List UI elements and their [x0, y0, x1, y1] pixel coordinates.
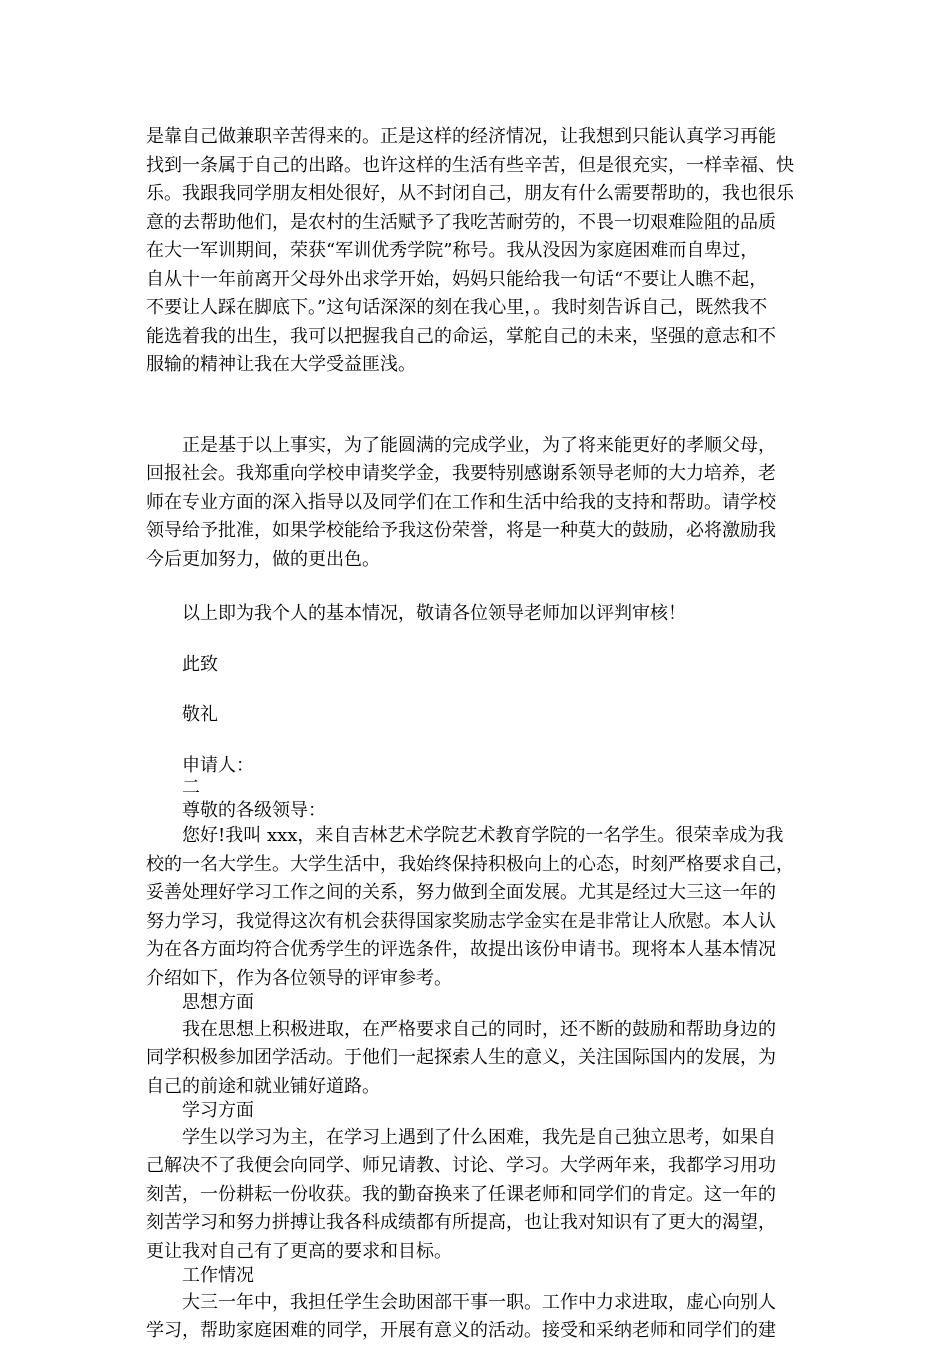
text-line: 敬礼: [182, 704, 218, 725]
text-line: 自从十一年前离开父母外出求学开始，妈妈只能给我一句话“不要让人瞧不起，: [146, 268, 768, 290]
text-line: 我在思想上积极进取，在严格要求自己的同时，还不断的鼓励和帮助身边的: [182, 1018, 776, 1040]
text-line: 此致: [182, 653, 218, 675]
text-line: 在大一军训期间，荣获“军训优秀学院”称号。我从没因为家庭困难而自卑过，: [146, 240, 759, 261]
text-line: 找到一条属于自己的出路。也许这样的生活有些辛苦，但是很充实，一样幸福、快: [146, 154, 794, 176]
text-line: 正是基于以上事实，为了能圆满的完成学业，为了将来能更好的孝顺父母，: [182, 434, 776, 456]
text-line: 工作情况: [182, 1265, 254, 1286]
text-line: 学生以学习为主，在学习上遇到了什么困难，我先是自己独立思考，如果自: [182, 1126, 776, 1148]
text-line: 您好!我叫 xxx，来自吉林艺术学院艺术教育学院的一名学生。很荣幸成为我: [182, 825, 784, 846]
paragraph-work: [146, 1289, 804, 1346]
text-line: 尊敬的各级领导：: [182, 799, 326, 821]
text-line: 思想方面: [182, 992, 254, 1013]
paragraph-review-request: [146, 600, 804, 629]
text-line: 努力学习，我觉得这次有机会获得国家奖励志学金实在是非常让人欣慰。本人认: [146, 910, 776, 932]
text-line: 己解决不了我便会向同学、师兄请教、讨论、学习。大学两年来，我都学习用功: [146, 1155, 776, 1176]
heading-study: [146, 1097, 804, 1126]
text-line: 学习方面: [182, 1100, 254, 1121]
paragraph-financial-situation: [146, 123, 804, 380]
heading-work: [146, 1262, 804, 1291]
text-line: 不要让人踩在脚底下。”这句话深深的刻在我心里，。我时刻告诉自己，既然我不: [146, 297, 768, 318]
greeting: [146, 797, 804, 826]
text-line: 为在各方面均符合优秀学生的评选条件，故提出该份申请书。现将本人基本情况: [146, 939, 776, 960]
text-line: 刻苦，一份耕耘一份收获。我的勤奋换来了任课老师和同学们的肯定。这一年的: [146, 1183, 776, 1205]
paragraph-ideology: [146, 1016, 804, 1102]
text-line: 意的去帮助他们，是农村的生活赋予了我吃苦耐劳的，不畏一切艰难险阻的品质: [146, 211, 776, 233]
text-line: 同学积极参加团学活动。于他们一起探索人生的意义，关注国际国内的发展，为: [146, 1047, 776, 1068]
paragraph-application-reason: [146, 432, 804, 575]
text-line: 妥善处理好学习工作之间的关系，努力做到全面发展。尤其是经过大三这一年的: [146, 882, 776, 903]
text-line: 更让我对自己有了更高的要求和目标。: [146, 1240, 452, 1262]
text-line: 二: [182, 777, 200, 798]
text-line: 自己的前途和就业铺好道路。: [146, 1075, 380, 1097]
text-line: 申请人：: [182, 754, 254, 776]
text-line: 乐。我跟我同学朋友相处很好，从不封闭自己，朋友有什么需要帮助的，我也很乐: [146, 183, 794, 204]
paragraph-study: [146, 1124, 804, 1267]
closing-salutation: [146, 651, 804, 680]
text-line: 是靠自己做兼职辛苦得来的。正是这样的经济情况，让我想到只能认真学习再能: [146, 126, 776, 147]
text-line: 学习，帮助家庭困难的同学，开展有意义的活动。接受和采纳老师和同学们的建: [146, 1320, 776, 1341]
closing-regards: [146, 701, 804, 730]
text-line: 今后更加努力，做的更出色。: [146, 548, 380, 570]
text-line: 校的一名大学生。大学生活中，我始终保持积极向上的心态，时刻严格要求自己，: [146, 853, 794, 875]
text-line: 介绍如下，作为各位领导的评审参考。: [146, 967, 452, 989]
heading-ideology: [146, 989, 804, 1018]
document-body: [146, 123, 804, 1346]
text-line: 回报社会。我郑重向学校申请奖学金，我要特别感谢系领导老师的大力培养，老: [146, 463, 776, 484]
paragraph-introduction: [146, 822, 804, 993]
text-line: 以上即为我个人的基本情况，敬请各位领导老师加以评判审核！: [182, 603, 686, 624]
text-line: 师在专业方面的深入指导以及同学们在工作和生活中给我的支持和帮助。请学校: [146, 491, 776, 513]
text-line: 刻苦学习和努力拼搏让我各科成绩都有所提高，也让我对知识有了更大的渴望，: [146, 1212, 776, 1233]
text-line: 领导给予批准，如果学校能给予我这份荣誉，将是一种莫大的鼓励，必将激励我: [146, 520, 776, 541]
text-line: 服输的精神让我在大学受益匪浅。: [146, 354, 416, 375]
text-line: 能选着我的出生，我可以把握我自己的命运，掌舵自己的未来，坚强的意志和不: [146, 325, 776, 347]
text-line: 大三一年中，我担任学生会助困部干事一职。工作中力求进取，虚心向别人: [182, 1291, 776, 1313]
